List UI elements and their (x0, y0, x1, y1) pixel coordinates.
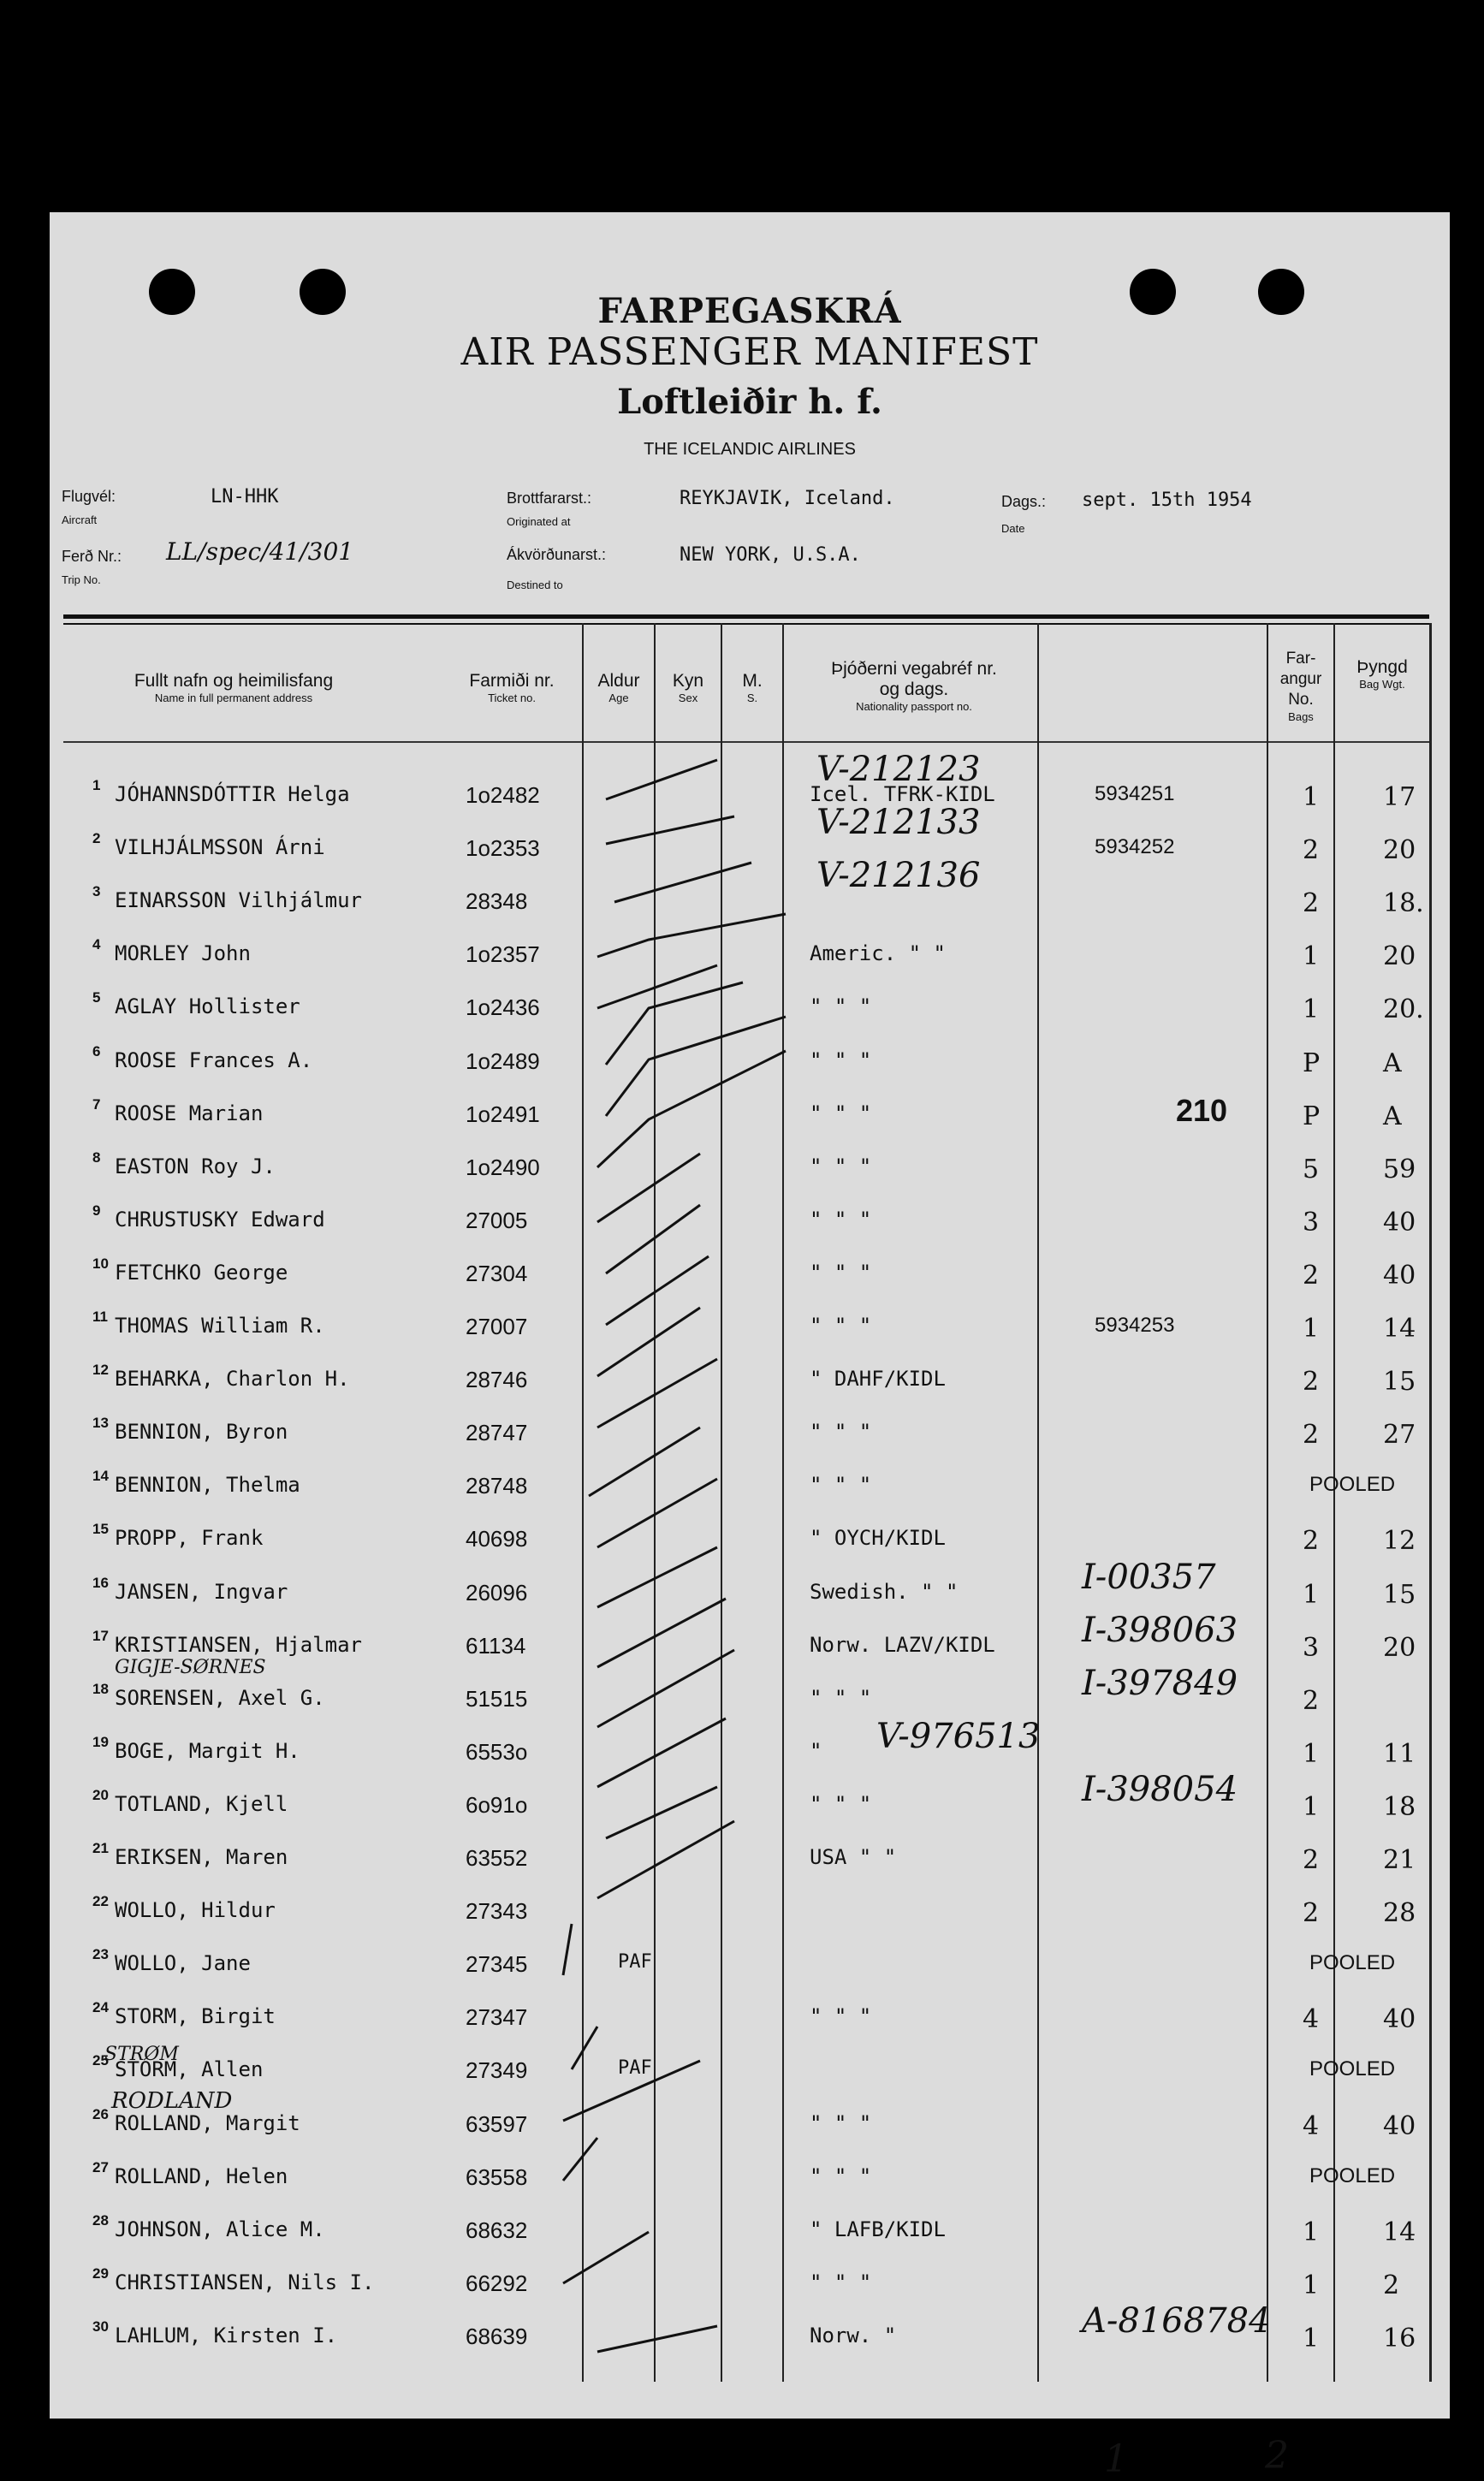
passenger-name: ROOSE Frances A. (115, 1048, 313, 1072)
nationality-passport: " DAHF/KIDL (810, 1367, 946, 1392)
handwritten-passport-number: A-8168784 (1082, 2300, 1271, 2341)
bags-count: 3 (1303, 1207, 1320, 1238)
ticket-number: 63597 (466, 2110, 528, 2137)
bag-weight: 27 (1383, 1420, 1416, 1451)
ticket-number: 61134 (466, 1632, 526, 1659)
row-number: 4 (92, 936, 101, 953)
bags-count: 2 (1303, 1420, 1320, 1451)
bags-count: 1 (1303, 2217, 1320, 2247)
row-number: 21 (92, 1840, 109, 1856)
ticket-number: 1o2482 (466, 782, 540, 808)
row-number: 2 (92, 830, 101, 847)
passenger-name: KRISTIANSEN, Hjalmar (115, 1632, 362, 1657)
bags-count: 2 (1303, 1898, 1320, 1929)
bags-count: 2 (1303, 1367, 1320, 1398)
note-above-18: GIGJE-SØRNES (115, 1657, 266, 1678)
ticket-number: 1o2490 (466, 1154, 540, 1180)
nationality-passport: " " " (810, 1314, 872, 1338)
ticket-number: 26096 (466, 1579, 528, 1606)
passenger-name: CHRISTIANSEN, Nils I. (115, 2270, 375, 2294)
passenger-name: WOLLO, Jane (115, 1951, 251, 1976)
title-icelandic: FARPEGASKRÁ (597, 291, 902, 331)
col-ms-header: M. S. (742, 671, 763, 704)
nationality-passport: " LAFB/KIDL (810, 2217, 946, 2241)
passenger-name: BOGE, Margit H. (115, 1738, 300, 1763)
nationality-passport: " " " (810, 2270, 872, 2294)
nationality-passport: " " " (810, 1101, 872, 1125)
bags-count: POOLED (1309, 2163, 1396, 2187)
ticket-number: 51515 (466, 1685, 528, 1712)
passenger-name: SORENSEN, Axel G. (115, 1685, 325, 1710)
table-row (63, 1459, 1429, 1512)
airline-subtitle: THE ICELANDIC AIRLINES (644, 440, 856, 459)
nationality-passport: " " " (810, 1685, 872, 1710)
nationality-passport: " " " (810, 1420, 872, 1445)
ticket-number: 28746 (466, 1367, 528, 1393)
ticket-number: 27304 (466, 1260, 528, 1286)
passenger-name: JANSEN, Ingvar (115, 1579, 288, 1604)
table-row (63, 1991, 1429, 2044)
passenger-name: JÓHANNSDÓTTIR Helga (115, 782, 350, 806)
passenger-name: ROLLAND, Helen (115, 2163, 288, 2188)
bags-count: 1 (1303, 941, 1320, 972)
bags-count: 2 (1303, 1685, 1320, 1716)
trip-value: LL/spec/41/301 (166, 537, 354, 566)
bags-count: 5 (1303, 1154, 1320, 1184)
airline-name: Loftleiðir h. f. (617, 382, 882, 422)
passenger-name: EINARSSON Vilhjálmur (115, 888, 362, 913)
bags-count: 2 (1303, 835, 1320, 866)
bag-weight: 16 (1383, 2323, 1416, 2353)
row-number: 7 (92, 1095, 101, 1113)
ticket-number: 28748 (466, 1473, 528, 1499)
ticket-number: 40698 (466, 1526, 528, 1552)
aircraft-sub: Aircraft (62, 513, 98, 526)
nationality-passport: " " " (810, 1473, 872, 1498)
bags-count: 2 (1303, 1526, 1320, 1557)
table-row (63, 1406, 1429, 1459)
row-number: 20 (92, 1786, 109, 1803)
row-number: 25 (92, 2052, 109, 2069)
passenger-name: JOHNSON, Alice M. (115, 2217, 325, 2241)
bag-weight: 40 (1383, 1260, 1416, 1291)
row-number: 22 (92, 1893, 109, 1910)
ticket-number: 28348 (466, 888, 528, 915)
table-row (63, 1938, 1429, 1991)
nationality-passport: Norw. LAZV/KIDL (810, 1632, 995, 1657)
col-weight-header: Þyngd Bag Wgt. (1356, 657, 1408, 691)
nationality-passport: " " " (810, 1207, 872, 1232)
col-ticket-header: Farmiði nr. Ticket no. (469, 671, 555, 704)
bags-count: 4 (1303, 2110, 1320, 2141)
handwritten-passport-number: I-398063 (1082, 1610, 1238, 1650)
nationality-passport: " " " (810, 1154, 872, 1178)
bag-weight: 40 (1383, 2110, 1416, 2141)
nationality-passport: Swedish. " " (810, 1579, 959, 1604)
nationality-passport: " (810, 1738, 822, 1763)
passenger-name: THOMAS William R. (115, 1314, 325, 1338)
table-row (63, 981, 1429, 1034)
nationality-passport: " OYCH/KIDL (810, 1526, 946, 1551)
row-number: 29 (92, 2264, 109, 2282)
bags-count: 3 (1303, 1632, 1320, 1663)
nationality-passport: " " " (810, 2110, 872, 2135)
bags-count: 1 (1303, 1791, 1320, 1822)
bags-count: 4 (1303, 2004, 1320, 2035)
nationality-passport: USA " " (810, 1845, 897, 1869)
passenger-name: FETCHKO George (115, 1260, 288, 1285)
date-value: sept. 15th 1954 (1082, 490, 1252, 511)
row-number: 9 (92, 1202, 101, 1219)
ticket-number: 27345 (466, 1951, 528, 1978)
dest-value: NEW YORK, U.S.A. (680, 544, 861, 566)
footer-page-mark-left: 1 (1104, 2437, 1128, 2481)
bags-count: 2 (1303, 1845, 1320, 1875)
table-row (63, 750, 1429, 822)
dest-sub: Destined to (507, 579, 563, 591)
passenger-name: ERIKSEN, Maren (115, 1845, 288, 1869)
table-row (63, 1300, 1429, 1353)
bag-weight: 18. (1383, 888, 1424, 919)
bags-count: 2 (1303, 888, 1320, 919)
origin-value: REYKJAVIK, Iceland. (680, 488, 895, 509)
handwritten-passport-number: V-212123 (816, 750, 981, 789)
bag-weight: 20. (1383, 994, 1424, 1025)
handwritten-passport-number: I-397849 (1082, 1663, 1238, 1703)
nationality-passport: " " " (810, 1791, 872, 1816)
table-row (63, 803, 1429, 875)
manifest-sheet (50, 212, 1450, 2481)
ticket-number: 68639 (466, 2323, 528, 2349)
bags-count: 1 (1303, 1579, 1320, 1610)
note-above-24: STRØM (104, 2044, 179, 2065)
passenger-name: PROPP, Frank (115, 1526, 264, 1551)
bags-count: POOLED (1309, 1951, 1396, 1975)
passenger-name: WOLLO, Hildur (115, 1898, 276, 1923)
bag-weight: A (1383, 1048, 1402, 1078)
passenger-name: LAHLUM, Kirsten I. (115, 2323, 338, 2347)
row-number: 6 (92, 1042, 101, 1059)
header-rule (63, 614, 1429, 619)
passenger-name: ROLLAND, Margit (115, 2110, 300, 2135)
bag-weight: 12 (1383, 1526, 1416, 1557)
row-number: 14 (92, 1468, 109, 1485)
passenger-name: STORM, Allen (115, 2057, 264, 2082)
row-number: 1 (92, 777, 101, 793)
handwritten-passport-number: V-212136 (816, 856, 981, 896)
bags-count: 1 (1303, 2270, 1320, 2300)
row-number: 18 (92, 1680, 109, 1697)
bag-weight: 18 (1383, 1791, 1416, 1822)
row-number: 28 (92, 2211, 109, 2229)
bags-count: 1 (1303, 994, 1320, 1025)
aircraft-value: LN-HHK (211, 486, 279, 507)
row-number: 10 (92, 1255, 109, 1272)
trip-label: Ferð Nr.: (62, 548, 122, 565)
bag-weight: 28 (1383, 1898, 1416, 1929)
table-right-edge (1429, 623, 1432, 2382)
table-row (63, 2044, 1429, 2097)
row-number: 11 (92, 1309, 108, 1325)
row-number: 19 (92, 1733, 109, 1750)
bag-weight: 20 (1383, 1632, 1416, 1663)
row-number: 16 (92, 1574, 109, 1591)
bag-weight: 20 (1383, 835, 1416, 866)
table-row (63, 2300, 1429, 2363)
ticket-number: 6o91o (466, 1791, 528, 1818)
nationality-passport: " " " (810, 2004, 872, 2029)
passport-number: 210 (1176, 1092, 1228, 1128)
ticket-number: 1o2436 (466, 994, 540, 1021)
bag-weight: 14 (1383, 1314, 1416, 1344)
bag-weight: A (1383, 1101, 1402, 1131)
table-row (63, 1884, 1429, 1938)
handwritten-passport-number: V-212133 (816, 803, 981, 843)
row-number: 15 (92, 1521, 109, 1538)
nationality-passport: " " " (810, 1260, 872, 1285)
table-row (63, 2151, 1429, 2204)
passenger-name: VILHJÁLMSSON Árni (115, 835, 325, 860)
passenger-name: EASTON Roy J. (115, 1154, 276, 1178)
row-number: 12 (92, 1362, 109, 1379)
col-nationality-header: Þjóðerni vegabréf nr. og dags. Nationality passport no. (831, 659, 997, 713)
bags-count: 1 (1303, 782, 1320, 812)
bag-weight: 59 (1383, 1154, 1416, 1184)
ticket-number: 68632 (466, 2217, 528, 2243)
handwritten-passport-number: I-398054 (1082, 1769, 1238, 1809)
bag-weight: 17 (1383, 782, 1416, 812)
row-number: 17 (92, 1627, 109, 1644)
handwritten-passport-number: V-976513 (876, 1716, 1041, 1756)
footer-page-mark-right: 2 (1265, 2434, 1289, 2478)
passenger-name: AGLAY Hollister (115, 994, 300, 1019)
table-row (63, 2098, 1429, 2151)
ticket-number: 27007 (466, 1314, 528, 1339)
table-row (63, 2204, 1429, 2257)
nationality-passport: " " " (810, 994, 872, 1019)
bags-count: P (1303, 1101, 1321, 1131)
ticket-number: 66292 (466, 2270, 528, 2296)
table-row (63, 1035, 1429, 1088)
nationality-passport: " " " (810, 2163, 872, 2188)
table-row (63, 856, 1429, 928)
origin-sub: Originated at (507, 515, 571, 528)
ticket-number: 27343 (466, 1898, 528, 1925)
table-row (63, 1353, 1429, 1406)
col-bags-header: Far- angur No. Bags (1279, 650, 1322, 723)
passenger-name: CHRUSTUSKY Edward (115, 1207, 325, 1232)
bag-weight: 20 (1383, 941, 1416, 972)
ticket-number: 63552 (466, 1845, 528, 1871)
bags-count: POOLED (1309, 1473, 1396, 1497)
bags-count: 1 (1303, 1314, 1320, 1344)
row-number: 5 (92, 989, 101, 1006)
passenger-name: BEHARKA, Charlon H. (115, 1367, 350, 1392)
ticket-number: 6553o (466, 1738, 528, 1765)
passenger-name: STORM, Birgit (115, 2004, 276, 2029)
header-rule (63, 623, 1429, 625)
bag-weight: 2 (1383, 2270, 1400, 2300)
row-number: 24 (92, 1999, 109, 2016)
date-label: Dags.: (1001, 493, 1047, 510)
row-number: 3 (92, 883, 101, 900)
table-header-rule (63, 741, 1429, 743)
bag-weight: 11 (1383, 1738, 1416, 1769)
bag-weight: 15 (1383, 1579, 1416, 1610)
passenger-name: TOTLAND, Kjell (115, 1791, 288, 1816)
table-row (63, 928, 1429, 981)
origin-label: Brottfararst.: (507, 490, 592, 507)
ticket-number: 28747 (466, 1420, 528, 1446)
passenger-name: BENNION, Byron (115, 1420, 288, 1445)
bag-weight: 40 (1383, 1207, 1416, 1238)
passport-number: 5934252 (1095, 835, 1175, 859)
bags-count: P (1303, 1048, 1321, 1078)
passport-number: 5934253 (1095, 1314, 1175, 1337)
row-number: 30 (92, 2318, 109, 2335)
ticket-number: 27349 (466, 2057, 528, 2084)
table-row (63, 1141, 1429, 1194)
title-english: AIR PASSENGER MANIFEST (460, 330, 1039, 374)
table-row (63, 1769, 1429, 1831)
table-row (63, 1512, 1429, 1565)
col-sex-header: Kyn Sex (672, 671, 704, 704)
nationality-passport: Norw. " (810, 2323, 897, 2347)
ticket-number: 1o2357 (466, 941, 540, 968)
table-row (63, 1247, 1429, 1300)
table-row (63, 1194, 1429, 1247)
passport-number: 5934251 (1095, 782, 1175, 805)
passenger-name: BENNION, Thelma (115, 1473, 300, 1498)
handwritten-passport-number: I-00357 (1082, 1557, 1216, 1597)
ticket-number: 63558 (466, 2163, 528, 2190)
bag-weight: 21 (1383, 1845, 1416, 1875)
nationality-passport: " " " (810, 1048, 872, 1072)
bag-weight: 15 (1383, 1367, 1416, 1398)
dest-label: Ákvörðunarst.: (507, 546, 607, 563)
nationality-passport: Icel. TFRK-KIDL (810, 782, 995, 806)
bags-count: 2 (1303, 1260, 1320, 1291)
bag-weight: 14 (1383, 2217, 1416, 2247)
col-name-header: Fullt nafn og heimilisfang Name in full permanent address (134, 671, 334, 704)
ticket-number: 27005 (466, 1207, 528, 1233)
ticket-number: 1o2353 (466, 835, 540, 862)
row-number: 27 (92, 2158, 109, 2175)
note-above-26: RODLAND (111, 2088, 233, 2114)
aircraft-label: Flugvél: (62, 488, 116, 505)
bags-count: 1 (1303, 1738, 1320, 1769)
row-number: 26 (92, 2105, 109, 2122)
ticket-number: 1o2491 (466, 1101, 540, 1127)
passenger-name: MORLEY John (115, 941, 251, 966)
nationality-passport: Americ. " " (810, 941, 946, 966)
ticket-number: 27347 (466, 2004, 528, 2031)
passenger-name: ROOSE Marian (115, 1101, 264, 1125)
row-number: 13 (92, 1415, 109, 1432)
bag-weight: 40 (1383, 2004, 1416, 2035)
date-sub: Date (1001, 522, 1025, 535)
table-row (63, 1831, 1429, 1884)
ticket-number: 1o2489 (466, 1048, 540, 1074)
age-value: PAF (618, 2057, 652, 2080)
trip-sub: Trip No. (62, 573, 101, 586)
table-row (63, 1088, 1429, 1141)
age-value: PAF (618, 1951, 652, 1974)
row-number: 8 (92, 1149, 101, 1166)
col-age-header: Aldur Age (597, 671, 640, 704)
row-number: 23 (92, 1946, 109, 1963)
bags-count: 1 (1303, 2323, 1320, 2353)
bags-count: POOLED (1309, 2057, 1396, 2081)
